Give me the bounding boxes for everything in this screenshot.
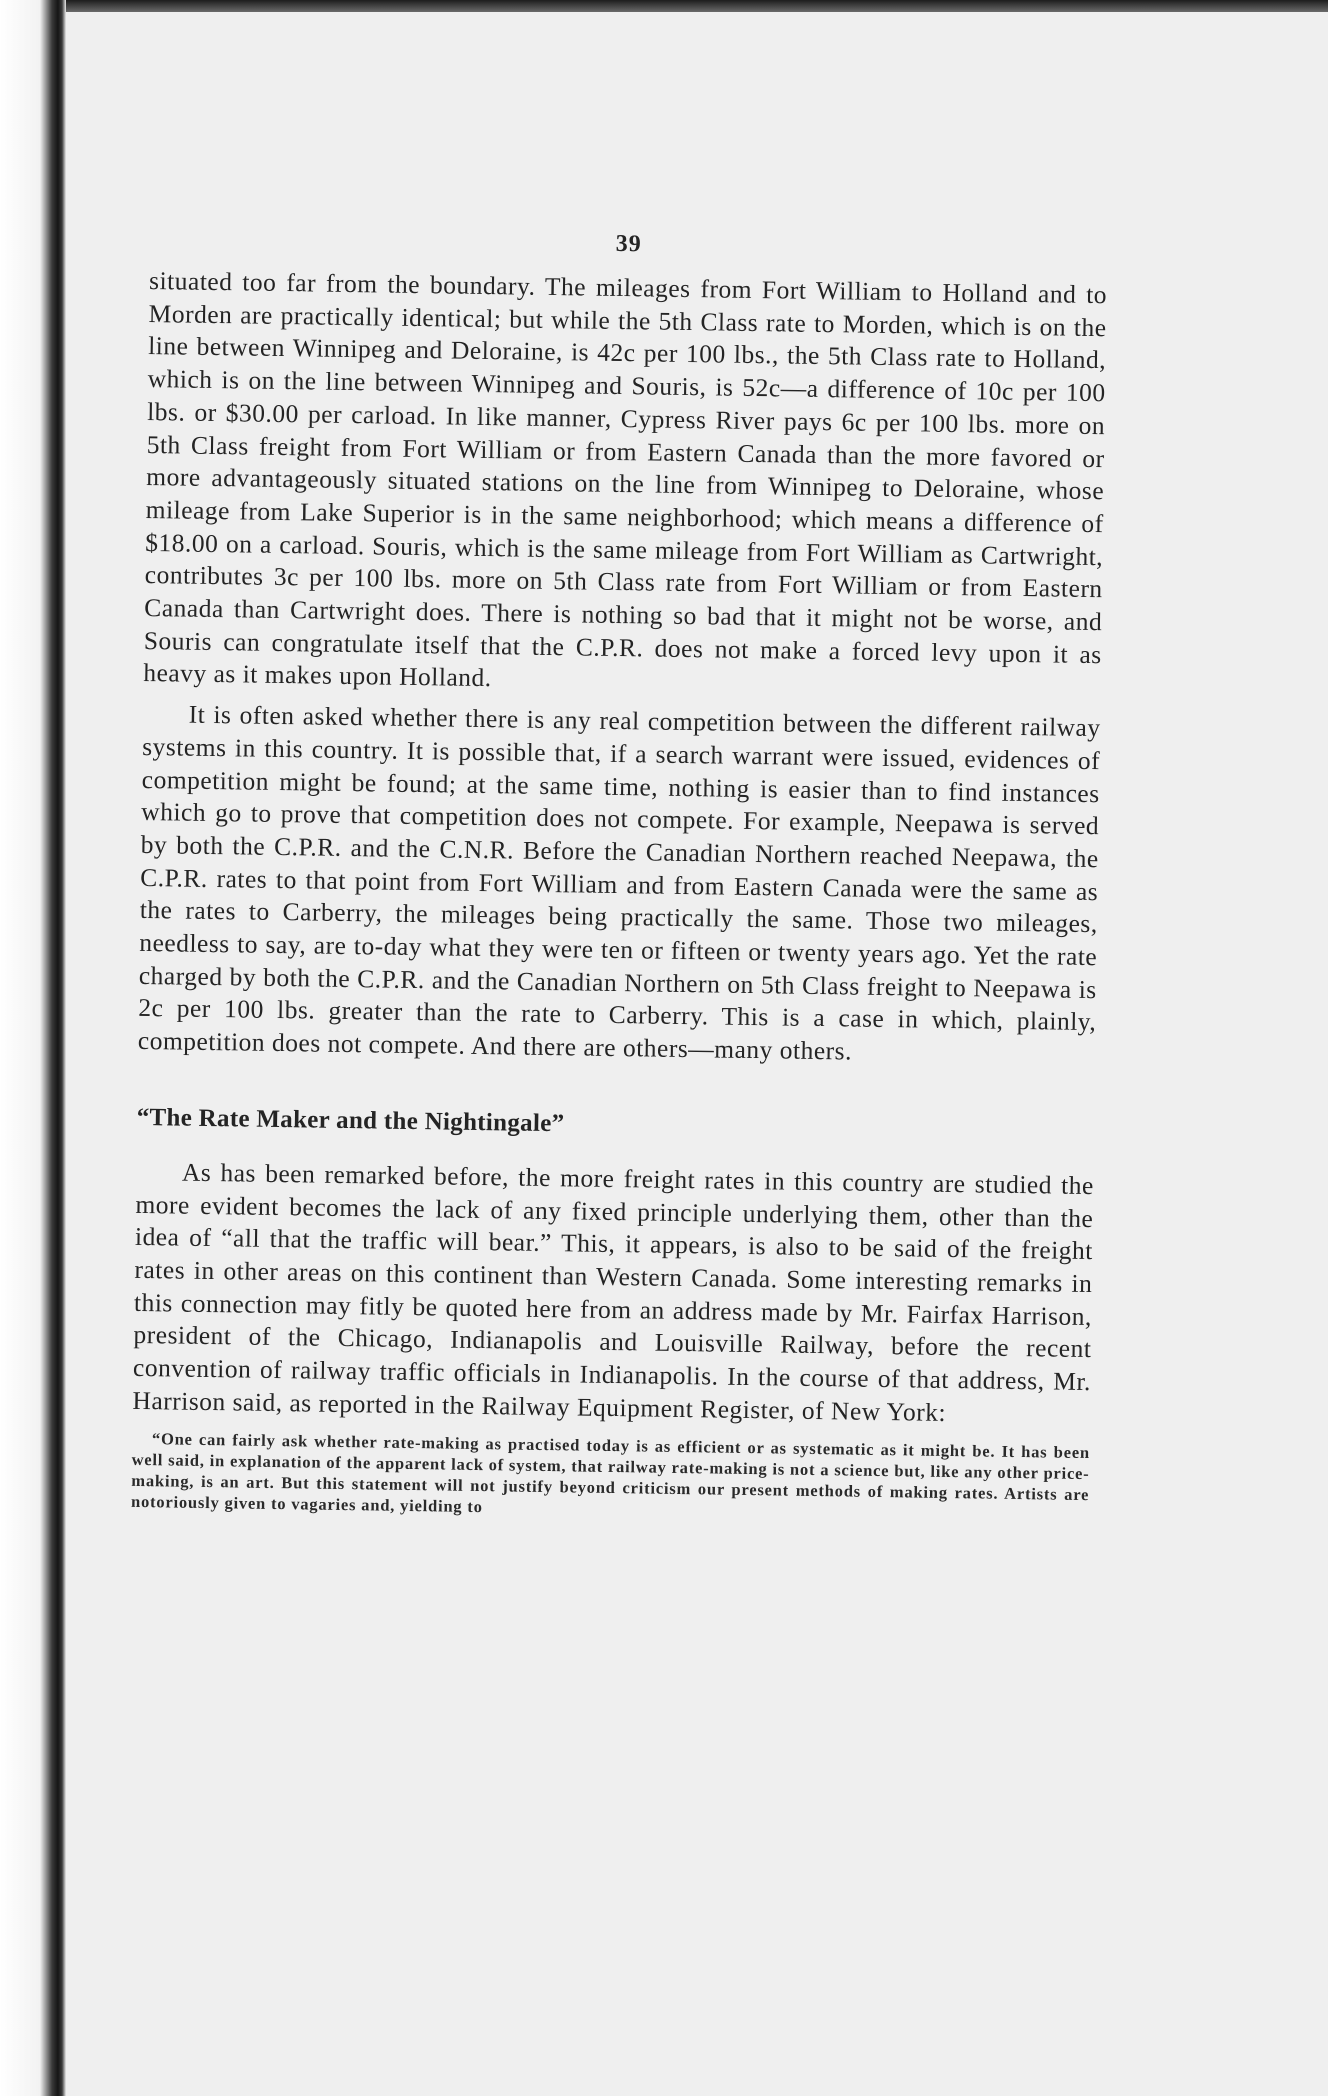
section-heading: “The Rate Maker and the Nightingale” (136, 1103, 565, 1138)
book-page (66, 12, 1328, 2096)
page-number: 39 (615, 230, 642, 258)
page-content (131, 224, 1108, 1526)
paragraph-boundary-rates: situated too far from the boundary. The mileages from Fort William to Holland and to Morden are practically identical; but while the 5th Class rate to Morden, which is on the line between Winnipeg and Deloraine, is 42c per 100 lbs., the 5th Class rate to Holland, which is on the line between Winnipeg and Souris, is 52c—a difference of 10c per 100 lbs. or $30.00 per carload. In like manner, Cypress River pays 6c per 100 lbs. more on 5th Class freight from Fort William or from Eastern Canada than the more favored or more advantageously situated stations on the line from Winnipeg to Deloraine, whose mileage from Lake Superior is in the same neighborhood; which means a difference of $18.00 on a carload. Souris, which is the same mileage from Fort William as Cartwright, contributes 3c per 100 lbs. more on 5th Class rate from Fort William or from Eastern Canada than Cartwright does. There is nothing so bad that it might not be worse, and Souris can congratulate itself that the C.P.R. does not make a forced levy upon it as heavy as it makes upon Holland. (143, 265, 1108, 693)
book-spine-shadow (0, 0, 66, 2096)
scan-top-edge (0, 0, 1328, 12)
quoted-address: “One can fairly ask whether rate-making as practised today is as efficient or as systematic as it might be. It has been well said, in explanation of the apparent lack of system, that railway rate-making is not a science but, like any other price-making, is an art. But this statement will not justify beyond criticism our present methods of making rates. Artists are notoriously given to vagaries and, yielding to (130, 1428, 1091, 1516)
paragraph-competition: It is often asked whether there is any real competition between the different railway systems in this country. It is possible that, if a search warrant were issued, evidences of competition might be found; at the same time, nothing is easier than to find instances which go to prove that competition does not compete. For example, Neepawa is served by both the C.P.R. and the C.N.R. Before the Canadian Northern reached Neepawa, the C.P.R. rates to that point from Fort William and from Eastern Canada were the same as the rates to Carberry, the mileages being practically the same. Those two mileages, needless to say, are to-day what they were ten or fifteen or twenty years ago. Yet the rate charged by both the C.P.R. and the Canadian Northern on 5th Class freight to Neepawa is 2c per 100 lbs. greater than the rate to Carberry. This is a case in which, plainly, competition does not compete. And there are others—many others. (137, 699, 1101, 1066)
paragraph-rate-maker: As has been remarked before, the more freight rates in this country are studied the more evident becomes the lack of any fixed principle underlying them, other than the idea of “all that the traffic will bear.” This, it appears, is also to be said of the freight rates in other areas on this continent than Western Canada. Some interesting remarks in this connection may fitly be quoted here from an address made by Mr. Fairfax Harrison, president of the Chicago, Indianapolis and Louisville Railway, before the recent convention of railway traffic officials in Indianapolis. In the course of that address, Mr. Harrison said, as reported in the Railway Equipment Register, of New York: (132, 1157, 1095, 1427)
